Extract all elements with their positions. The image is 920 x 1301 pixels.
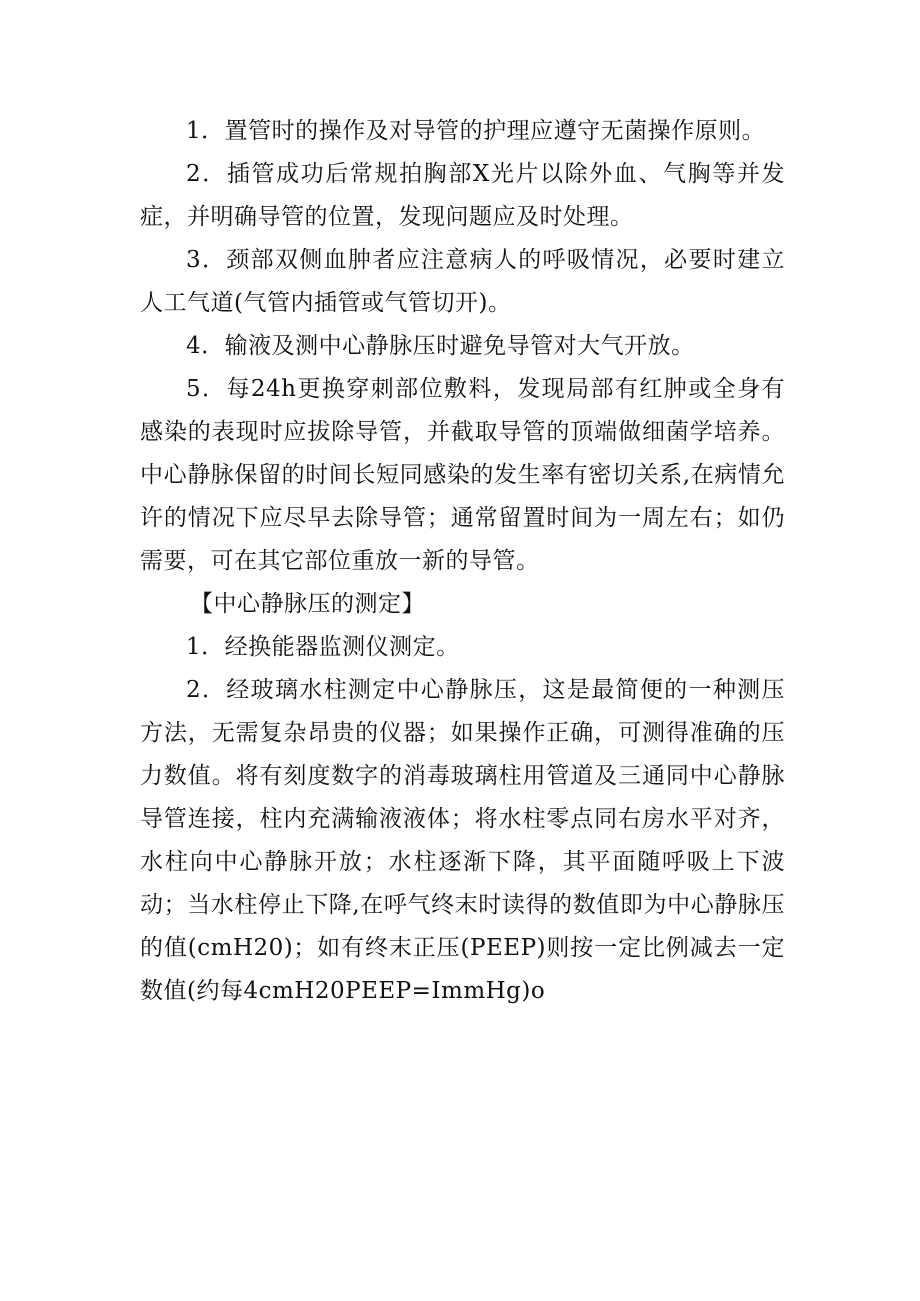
measurement-item-1: 1．经换能器监测仪测定。 xyxy=(186,634,460,660)
paragraph-item-4: 4．输液及测中心静脉压时避免导管对大气开放。 xyxy=(186,333,695,359)
paragraph-item-2: 2．插管成功后常规拍胸部X光片以除外血、气胸等并发症，并明确导管的位置，发现问题应及时处理。 xyxy=(140,161,785,230)
section-heading: 【中心静脉压的测定】 xyxy=(190,591,425,617)
measurement-item-2: 2．经玻璃水柱测定中心静脉压，这是最简便的一种测压方法，无需复杂昂贵的仪器；如果操作正确，可测得准确的压力数值。将有刻度数字的消毒玻璃柱用管道及三通同中心静脉导管连接，柱内充满输液液体；将水柱零点同右房水平对齐，水柱向中心静脉开放；水柱逐渐下降，其平面随呼吸上下波动；当水柱停止下降,在呼气终末时读得的数值即为中心静脉压的值(cmH20)；如有终末正压(PEEP)则按一定比例减去一定数值(约每4cmH20PEEP=ImmHg)o xyxy=(140,677,785,1004)
paragraph-item-3: 3．颈部双侧血肿者应注意病人的呼吸情况，必要时建立人工气道(气管内插管或气管切开)。 xyxy=(140,247,785,316)
paragraph-item-5: 5．每24h更换穿刺部位敷料，发现局部有红肿或全身有感染的表现时应拔除导管，并截取导管的顶端做细菌学培养。中心静脉保留的时间长短同感染的发生率有密切关系,在病情允许的情况下应尽早去除导管；通常留置时间为一周左右；如仍需要，可在其它部位重放一新的导管。 xyxy=(140,376,785,574)
paragraph-item-1: 1．置管时的操作及对导管的护理应遵守无菌操作原则。 xyxy=(186,118,766,144)
document-page xyxy=(140,110,785,1013)
